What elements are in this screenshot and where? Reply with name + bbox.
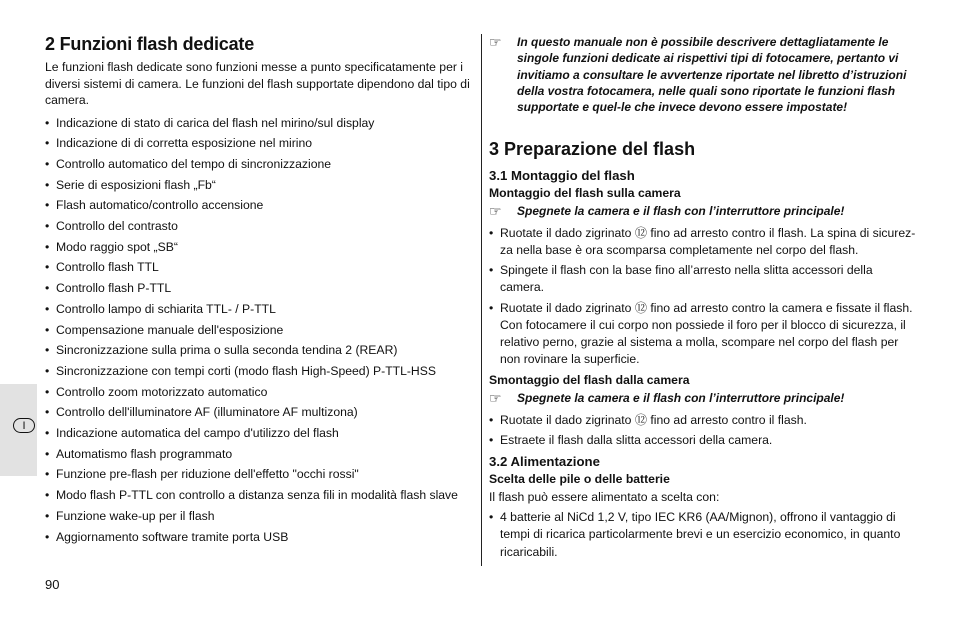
list-item: • Controllo flash P-TTL — [45, 278, 470, 299]
mount-steps — [489, 225, 919, 369]
mount-heading: Montaggio del flash sulla camera — [489, 186, 681, 201]
left-column — [45, 34, 470, 547]
feature-list — [45, 113, 470, 548]
pointing-hand-icon: ☞ — [489, 34, 502, 50]
list-item: • Controllo automatico del tempo di sincronizzazione — [45, 154, 470, 175]
list-item: • Ruotate il dado zigrinato ⑫ fino ad arresto contro la camera e fissate il flash. Con fotocamere il cui corpo non possiede il foro per il blocco di sicurezza, il relativo perno, grazie al sistema a molla, scompare nel corpo del flash per non rovinare la superficie. — [489, 300, 919, 369]
list-item: • Controllo dell'illuminatore AF (illuminatore AF multizona) — [45, 402, 470, 423]
list-item: • Indicazione di di corretta esposizione nel mirino — [45, 133, 470, 154]
list-item: • Funzione pre-flash per riduzione dell'effetto "occhi rossi" — [45, 464, 470, 485]
pointing-hand-icon: ☞ — [489, 203, 502, 220]
list-item: • Ruotate il dado zigrinato ⑫ fino ad arresto contro il flash. La spina di sicurez-za nella base è ora scomparsa completamente nel corpo del flash. — [489, 225, 919, 259]
unmount-warning-text: Spegnete la camera e il flash con l’interruttore principale! — [517, 391, 845, 406]
list-item: • Controllo flash TTL — [45, 257, 470, 278]
list-item: • Serie di esposizioni flash „Fb“ — [45, 175, 470, 196]
intro-paragraph: Le funzioni flash dedicate sono funzioni messe a punto specificatamente per i diversi sistemi di camera. Le funzioni del flash supportate dipendono dal tipo di camera. — [45, 60, 470, 107]
list-item: • Indicazione automatica del campo d'utilizzo del flash — [45, 423, 470, 444]
list-item: • Modo raggio spot „SB“ — [45, 237, 470, 258]
list-item: • Sincronizzazione sulla prima o sulla seconda tendina 2 (REAR) — [45, 340, 470, 361]
list-item: • Controllo del contrasto — [45, 216, 470, 237]
list-item: • Controllo zoom motorizzato automatico — [45, 382, 470, 403]
list-item: • Modo flash P-TTL con controllo a distanza senza fili in modalità flash slave — [45, 485, 470, 506]
unmount-heading: Smontaggio del flash dalla camera — [489, 373, 690, 388]
list-item: • Aggiornamento software tramite porta USB — [45, 527, 470, 548]
list-item: • Spingete il flash con la base fino all’arresto nella slitta accessori della camera. — [489, 262, 919, 296]
list-item: • Ruotate il dado zigrinato ⑫ fino ad arresto contro il flash. — [489, 412, 919, 429]
list-item: • Automatismo flash programmato — [45, 444, 470, 465]
column-divider — [481, 34, 482, 566]
manual-notice — [489, 34, 919, 115]
list-item: • Controllo lampo di schiarita TTL- / P-TTL — [45, 299, 470, 320]
battery-heading: Scelta delle pile o delle batterie — [489, 472, 670, 487]
unmount-warning — [489, 390, 919, 406]
list-item: • Flash automatico/controllo accensione — [45, 195, 470, 216]
mount-warning — [489, 203, 919, 219]
list-item: • 4 batterie al NiCd 1,2 V, tipo IEC KR6 (AA/Mignon), offrono il vantaggio di tempi di ricarica particolarmente brevi e un esercizio economico, in quanto ricaricabili. — [489, 509, 919, 561]
list-item: • Estraete il flash dalla slitta accessori della camera. — [489, 432, 919, 449]
pointing-hand-icon: ☞ — [489, 390, 502, 407]
section-3-2-heading: 3.2 Alimentazione — [489, 454, 600, 470]
list-item: • Indicazione di stato di carica del flash nel mirino/sul display — [45, 113, 470, 134]
language-badge: I — [13, 418, 35, 433]
section-3-heading: 3 Preparazione del flash — [489, 139, 696, 160]
section-3-1-heading: 3.1 Montaggio del flash — [489, 168, 635, 184]
page-number: 90 — [45, 577, 60, 592]
right-column — [489, 34, 919, 566]
battery-list — [489, 509, 919, 561]
mount-warning-text: Spegnete la camera e il flash con l’interruttore principale! — [517, 204, 845, 219]
section-2-heading: 2 Funzioni flash dedicate — [45, 34, 255, 54]
battery-intro: Il flash può essere alimentato a scelta con: — [489, 490, 720, 505]
list-item: • Sincronizzazione con tempi corti (modo flash High-Speed) P-TTL-HSS — [45, 361, 470, 382]
list-item: • Compensazione manuale dell'esposizione — [45, 320, 470, 341]
manual-notice-text: In questo manuale non è possibile descrivere dettagliatamente le singole funzioni dedicate ai rispettivi tipi di fotocamere, pertanto vi invitiamo a consultare le avvertenze riportate nel libretto d’istruzioni della vostra fotocamera, nelle quali sono riportate le funzioni flash supportate e quel-le che invece devono essere impostate! — [517, 35, 907, 115]
list-item: • Funzione wake-up per il flash — [45, 506, 470, 527]
unmount-steps — [489, 412, 919, 449]
